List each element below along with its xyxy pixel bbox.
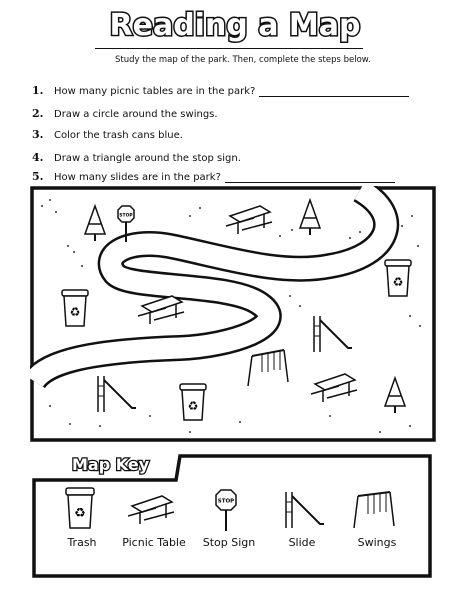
trash-can-icon <box>62 290 88 326</box>
svg-text:♻: ♻ <box>187 399 199 413</box>
key-label-stop-sign: Stop Sign <box>202 536 256 549</box>
trash-can-icon <box>385 260 411 296</box>
stop-sign-icon <box>214 488 238 532</box>
question-2: 2. Draw a circle around the swings. <box>32 107 218 120</box>
question-1: 1. How many picnic tables are in the park? <box>32 84 409 97</box>
park-map <box>30 186 436 442</box>
svg-text:♻: ♻ <box>74 506 86 521</box>
trash-can-icon <box>180 384 206 420</box>
question-5: 5. How many slides are in the park? <box>32 170 395 183</box>
title-underline <box>95 48 363 49</box>
svg-text:Map Key: Map Key <box>72 455 150 474</box>
instructions: Study the map of the park. Then, complete the steps below. <box>115 55 371 65</box>
svg-text:STOP: STOP <box>217 498 235 505</box>
picnic-table-icon <box>128 494 178 528</box>
svg-text:♻: ♻ <box>69 305 81 319</box>
slide-icon <box>280 490 326 530</box>
title-text: Reading a Map <box>109 8 361 43</box>
key-label-slide: Slide <box>288 536 316 549</box>
key-label-picnic-table: Picnic Table <box>122 536 186 549</box>
svg-text:STOP: STOP <box>119 213 133 219</box>
answer-line-1[interactable] <box>259 86 409 97</box>
question-3: 3. Color the trash cans blue. <box>32 128 183 141</box>
answer-line-5[interactable] <box>225 172 395 183</box>
swings-icon <box>352 490 396 530</box>
key-label-trash: Trash <box>67 536 97 549</box>
trash-can-icon <box>64 486 98 532</box>
question-4: 4. Draw a triangle around the stop sign. <box>32 151 241 164</box>
key-label-swings: Swings <box>357 536 397 549</box>
svg-text:♻: ♻ <box>392 275 404 289</box>
page-title <box>0 4 470 44</box>
